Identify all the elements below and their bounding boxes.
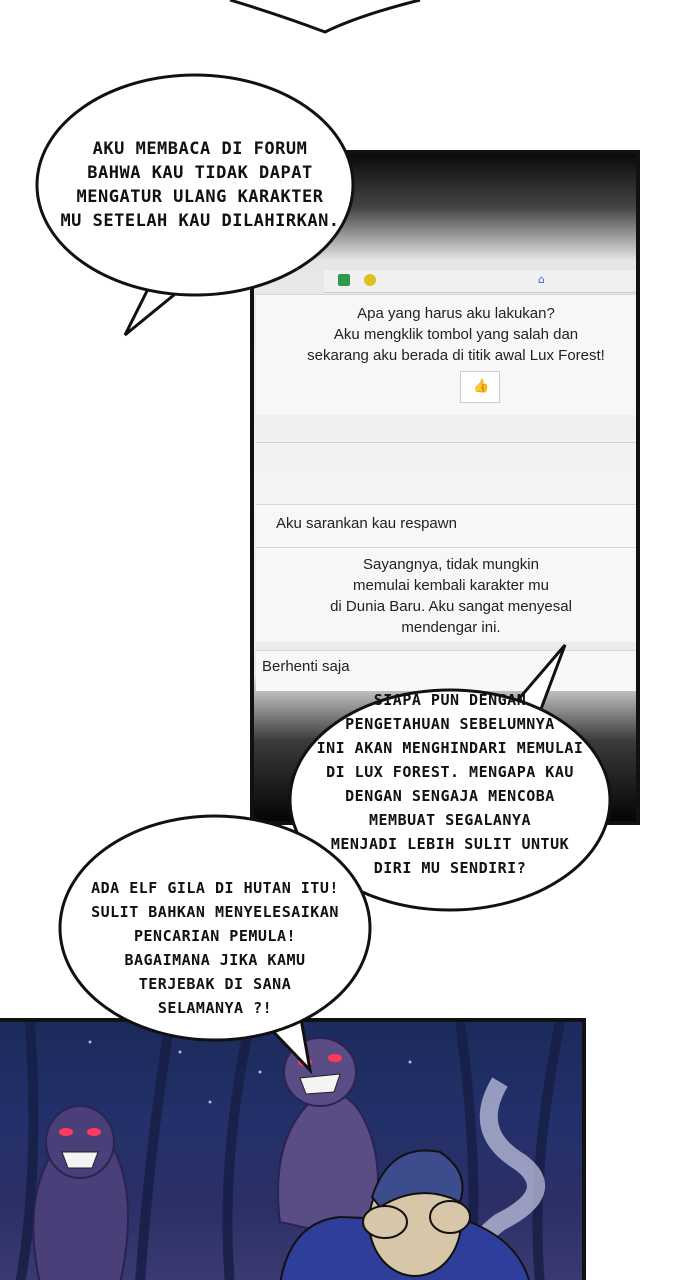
bubble-line: MENGATUR ULANG KARAKTER [76, 187, 324, 207]
forum-reply-respawn [256, 504, 640, 547]
bubble-line: INI AKAN MENGHINDARI MEMULAI [316, 739, 584, 757]
bubble-line: MENJADI LEBIH SULIT UNTUK [330, 835, 570, 853]
post-line: memulai kembali karakter mu [353, 577, 549, 594]
browser-bar [324, 270, 640, 293]
like-button[interactable] [460, 371, 500, 403]
bubble-line: PENCARIAN PEMULA! [133, 927, 297, 945]
thumbs-up-icon: 👍 [473, 378, 490, 393]
bubble-line: PENGETAHUAN SEBELUMNYA [345, 715, 555, 733]
post-line: Sayangnya, tidak mungkin [363, 556, 539, 573]
bubble-elf-text [65, 876, 365, 1020]
bubble-line: ADA ELF GILA DI HUTAN ITU! [91, 879, 339, 897]
bubble-line: DI LUX FOREST. MENGAPA KAU [326, 763, 574, 781]
reply-text: Berhenti saja [262, 658, 350, 675]
post-line: di Dunia Baru. Aku sangat menyesal [330, 598, 572, 615]
post-line: Aku mengklik tombol yang salah dan [333, 326, 579, 343]
bubble-line: TERJEBAK DI SANA [138, 975, 292, 993]
bubble-line: SELAMANYA ?! [157, 999, 273, 1017]
forum-reply-regret [256, 547, 640, 642]
bubble-forum-read-text [50, 137, 350, 233]
bubble-line: AKU MEMBACA DI FORUM [92, 139, 308, 159]
bubble-line: BAHWA KAU TIDAK DAPAT [87, 163, 313, 183]
bubble-line: DENGAN SENGAJA MENCOBA [345, 787, 555, 805]
bubble-line: SIAPA PUN DENGAN [373, 691, 527, 709]
post-line: Apa yang harus aku lakukan? [357, 305, 555, 322]
home-icon: ⌂ [538, 273, 545, 286]
previous-bubble-tail [0, 0, 690, 40]
bubble-line: BAGAIMANA JIKA KAMU [124, 951, 306, 969]
bubble-line: MEMBUAT SEGALANYA [368, 811, 532, 829]
post-line: mendengar ini. [401, 619, 501, 636]
divider [256, 442, 640, 443]
bubble-line: SULIT BAHKAN MENYELESAIKAN [91, 903, 339, 921]
bubble-line: MU SETELAH KAU DILAHIRKAN. [60, 211, 340, 231]
left-elf-figure [33, 1106, 128, 1280]
bubble-line: DIRI MU SENDIRI? [373, 859, 527, 877]
reply-text: Aku sarankan kau respawn [276, 515, 457, 532]
post-line: sekarang aku berada di titik awal Lux Forest! [307, 347, 605, 364]
